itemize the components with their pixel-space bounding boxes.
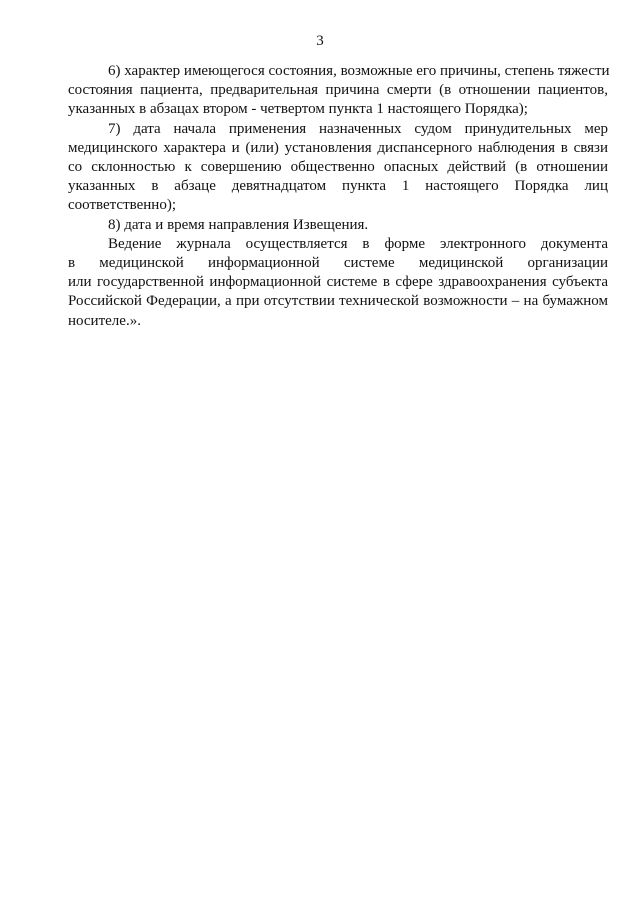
text-line: 7) дата начала применения назначенных судом принудительных мер (108, 120, 608, 137)
text-line: в медицинской информационной системе медицинской организации (68, 255, 608, 272)
text-line: медицинского характера и (или) установления диспансерного наблюдения в связи (68, 139, 608, 156)
text-line: 6) характер имеющегося состояния, возможные его причины, степень тяжести (108, 63, 610, 79)
paragraph-journal-maintenance (68, 235, 608, 331)
text-line: указанных в абзацах втором - четвертом пункта 1 настоящего Порядка); (68, 101, 528, 118)
text-line: соответственно); (68, 197, 176, 214)
text-line: состояния пациента, предварительная причина смерти (в отношении пациентов, (68, 82, 608, 99)
text-line: указанных в абзаце девятнадцатом пункта 1 настоящего Порядка лиц (68, 178, 608, 195)
text-line: или государственной информационной системе в сфере здравоохранения субъекта (68, 274, 608, 291)
paragraph-item-8 (68, 216, 608, 235)
text-line: Российской Федерации, а при отсутствии технической возможности – на бумажном (68, 293, 608, 310)
paragraph-item-6 (68, 62, 608, 120)
text-line: носителе.». (68, 312, 141, 329)
text-line: 8) дата и время направления Извещения. (108, 216, 369, 233)
text-line: со склонностью к совершению общественно опасных действий (в отношении (68, 159, 608, 176)
document-body (68, 62, 608, 331)
text-line: Ведение журнала осуществляется в форме электронного документа (108, 235, 608, 252)
paragraph-item-7 (68, 120, 608, 216)
page-number: 3 (316, 33, 324, 49)
